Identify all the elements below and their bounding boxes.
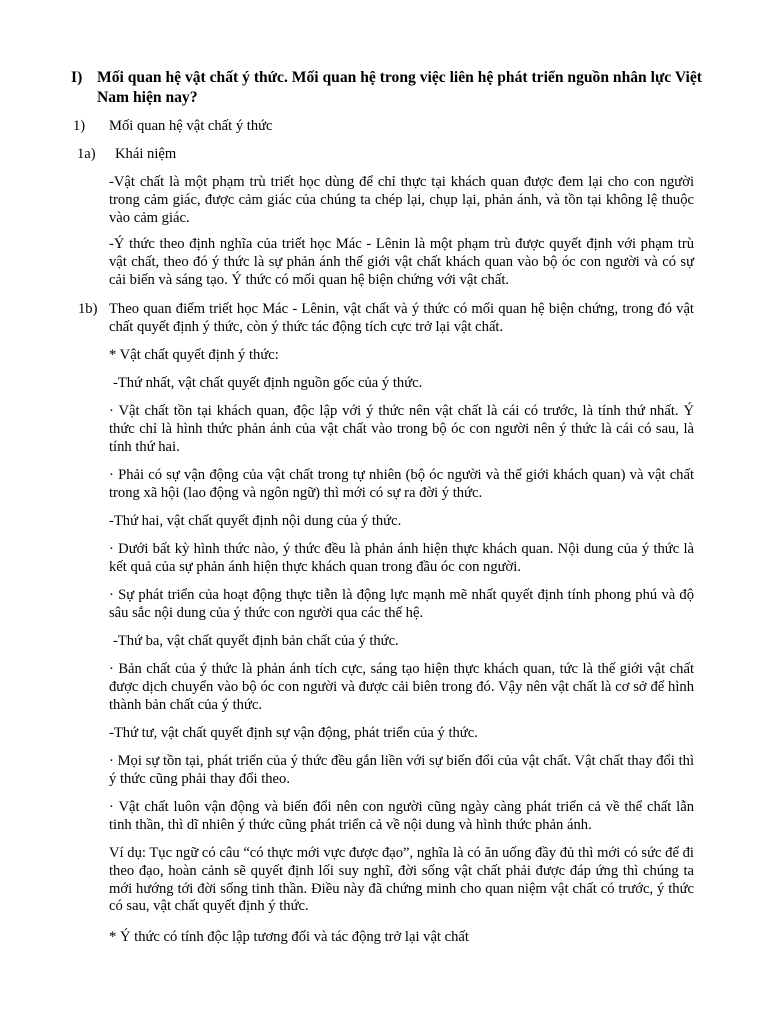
- heading-text: Mối quan hệ vật chất ý thức. Mối quan hệ trong việc liên hệ phát triển nguồn nhân lực Việt Nam hiện nay?: [97, 69, 702, 106]
- main-heading: [71, 68, 703, 107]
- paragraph-consciousness-definition: -Ý thức theo định nghĩa của triết học Mác - Lênin là một phạm trù được quyết định với phạm trù vật chất, theo đó ý thức là sự phản ánh thế giới vật chất khách quan vào bộ óc con người và có sự cải biến và sáng tạo. Ý thức có mối quan hệ biện chứng với vật chất.: [109, 236, 694, 288]
- heading-number: I): [71, 69, 83, 86]
- paragraph-second-point: -Thứ hai, vật chất quyết định nội dung của ý thức.: [109, 513, 402, 529]
- paragraph-movement-detail-2: · Vật chất luôn vận động và biến đổi nên con người cũng ngày càng phát triển cả về thể chất lẫn tinh thần, thì dĩ nhiên ý thức cũng phát triển cả về nội dung và hình thức phản ánh.: [109, 799, 694, 833]
- paragraph-fourth-point: -Thứ tư, vật chất quyết định sự vận động, phát triển của ý thức.: [109, 725, 478, 741]
- paragraph-nature-detail: · Bản chất của ý thức là phản ánh tích cực, sáng tạo hiện thực khách quan, tức là thế giới vật chất được dịch chuyển vào bộ óc con người và được cải biên trong đó. Vậy nên vật chất là cơ sở để hình thành bản chất của ý thức.: [109, 661, 694, 713]
- section-1b-intro: Theo quan điểm triết học Mác - Lênin, vật chất và ý thức có mối quan hệ biện chứng, trong đó vật chất quyết định ý thức, còn ý thức tác động tích cực trở lại vật chất.: [109, 301, 694, 335]
- paragraph-content-detail-1: · Dưới bất kỳ hình thức nào, ý thức đều là phản ánh hiện thực khách quan. Nội dung của ý thức là kết quả của sự phản ánh hiện thực khách quan trong đầu óc con người.: [109, 541, 694, 575]
- section-1b-number: 1b): [78, 301, 98, 317]
- paragraph-origin-detail-2: · Phải có sự vận động của vật chất trong tự nhiên (bộ óc người và thế giới khách quan) và vật chất trong xã hội (lao động và ngôn ngữ) thì mới có sự ra đời ý thức.: [109, 467, 694, 501]
- section-1a-number: 1a): [77, 146, 96, 162]
- paragraph-movement-detail-1: · Mọi sự tồn tại, phát triển của ý thức đều gắn liền với sự biến đổi của vật chất. Vật chất thay đổi thì ý thức cũng phải thay đổi theo.: [109, 753, 694, 787]
- section-1-title: Mối quan hệ vật chất ý thức: [109, 118, 273, 134]
- section-1-number: 1): [73, 118, 86, 134]
- paragraph-material-definition: -Vật chất là một phạm trù triết học dùng để chỉ thực tại khách quan được đem lại cho con người trong cảm giác, được cảm giác của chúng ta chép lại, chụp lại, phản ánh, và tồn tại không lệ thuộc vào cảm giác.: [109, 174, 694, 226]
- paragraph-first-point: -Thứ nhất, vật chất quyết định nguồn gốc của ý thức.: [113, 375, 423, 391]
- paragraph-consciousness-independence: * Ý thức có tính độc lập tương đối và tác động trở lại vật chất: [109, 929, 469, 945]
- section-1a-title: Khái niệm: [115, 146, 177, 162]
- paragraph-material-decides: * Vật chất quyết định ý thức:: [109, 347, 279, 363]
- paragraph-origin-detail-1: · Vật chất tồn tại khách quan, độc lập với ý thức nên vật chất là cái có trước, là tính thứ nhất. Ý thức chỉ là hình thức phản ánh của vật chất vào trong bộ óc con người nên ý thức là cái có sau, là tính thứ hai.: [109, 403, 694, 455]
- paragraph-example: Ví dụ: Tục ngữ có câu “có thực mới vực được đạo”, nghĩa là có ăn uống đầy đủ thì mới có sức để đi theo đạo, hoàn cảnh sẽ quyết định lối suy nghĩ, đời sống vật chất phải được đáp ứng thì chúng ta mới hướng tới đời sống tinh thần. Điều này đã chứng minh cho quan niệm vật chất có trước, ý thức có sau, vật chất quyết định ý thức.: [109, 845, 694, 915]
- paragraph-content-detail-2: · Sự phát triển của hoạt động thực tiễn là động lực mạnh mẽ nhất quyết định tính phong phú và độ sâu sắc nội dung của ý thức con người qua các thế hệ.: [109, 587, 694, 621]
- paragraph-third-point: -Thứ ba, vật chất quyết định bản chất của ý thức.: [113, 633, 399, 649]
